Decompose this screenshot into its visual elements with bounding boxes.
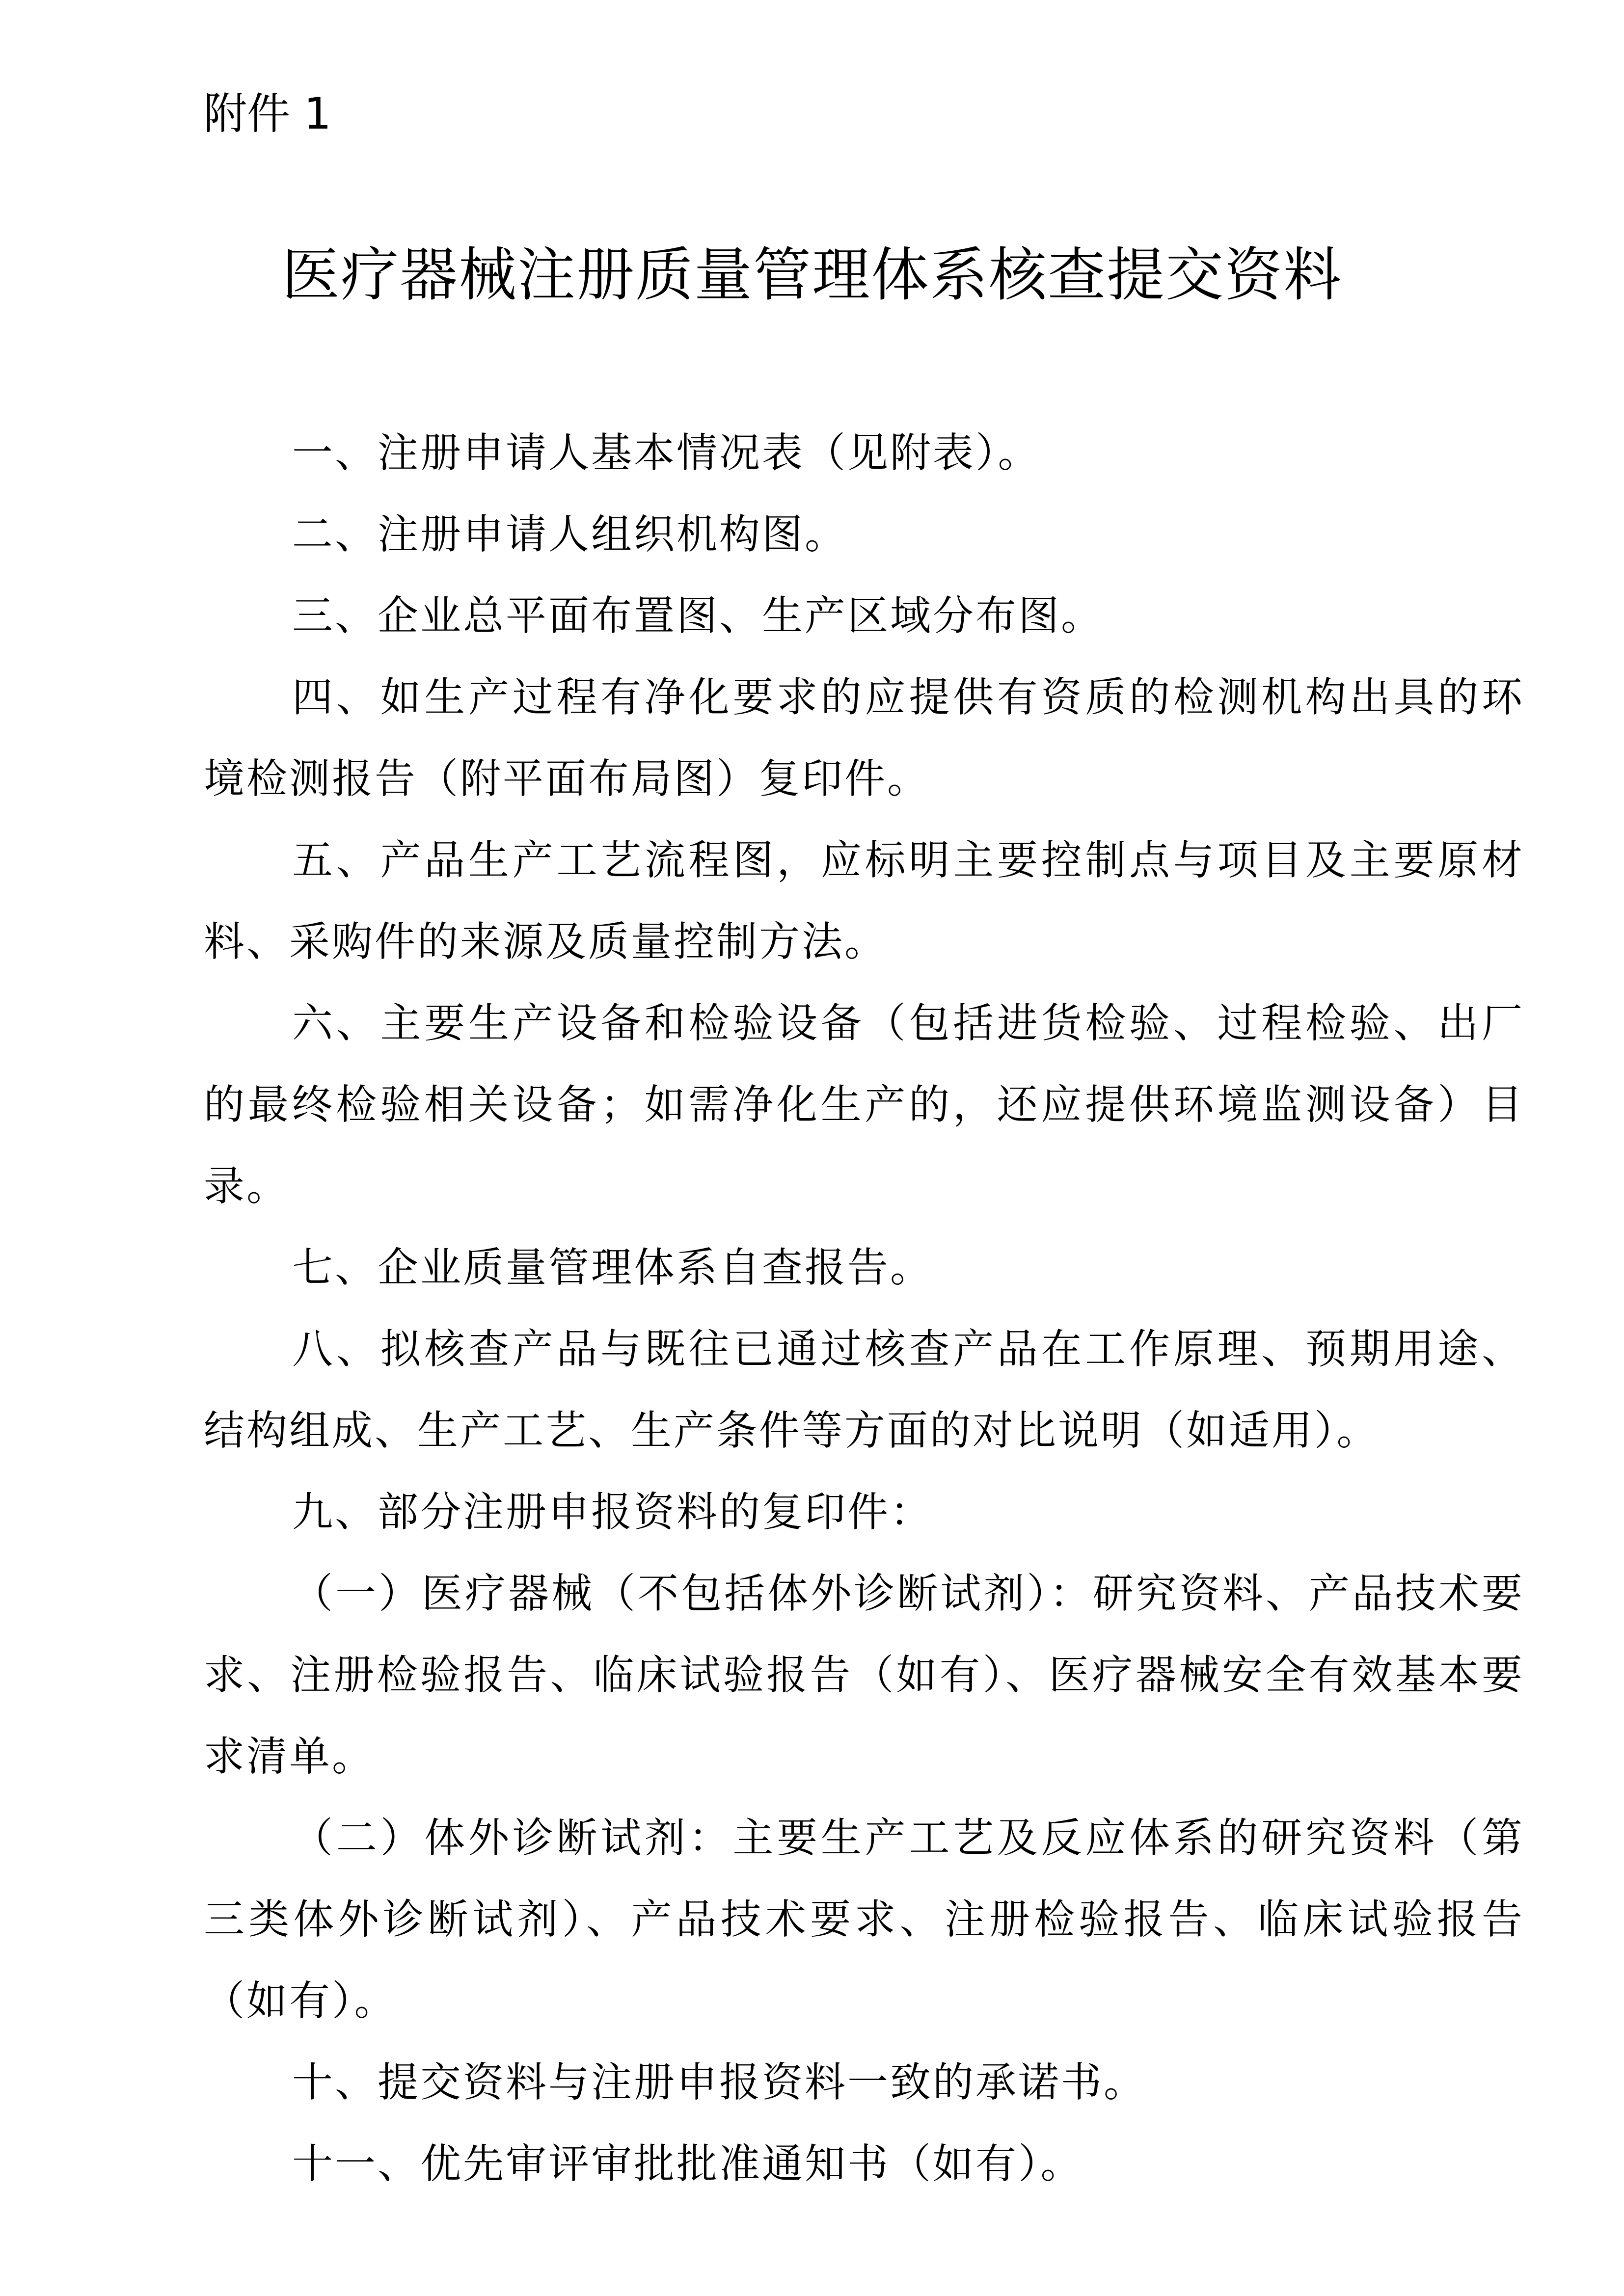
item-9-paragraph: 九、部分注册申报资料的复印件： (292, 1488, 933, 1536)
item-5-paragraph: 五、产品生产工艺流程图，应标明主要控制点与项目及主要原材料、采购件的来源及质量控制方法。 (204, 836, 1524, 965)
item-4-paragraph: 四、如生产过程有净化要求的应提供有资质的检测机构出具的环境检测报告（附平面布局图）复印件。 (204, 673, 1524, 802)
document-title: 医疗器械注册质量管理体系核查提交资料 (281, 241, 1342, 309)
item-9-1-paragraph: （一）医疗器械（不包括体外诊断试剂）：研究资料、产品技术要求、注册检验报告、临床试验报告（如有）、医疗器械安全有效基本要求清单。 (204, 1570, 1524, 1780)
item-9-2-paragraph: （二）体外诊断试剂：主要生产工艺及反应体系的研究资料（第三类体外诊断试剂）、产品技术要求、注册检验报告、临床试验报告（如有）。 (204, 1814, 1524, 2025)
item-2-paragraph: 二、注册申请人组织机构图。 (292, 510, 847, 558)
item-6-paragraph: 六、主要生产设备和检验设备（包括进货检验、过程检验、出厂的最终检验相关设备；如需净化生产的，还应提供环境监测设备）目录。 (204, 999, 1524, 1210)
item-3-paragraph: 三、企业总平面布置图、生产区域分布图。 (292, 592, 1104, 640)
item-1-paragraph: 一、注册申请人基本情况表（见附表）。 (292, 429, 1041, 477)
item-10-paragraph: 十、提交资料与注册申报资料一致的承诺书。 (292, 2058, 1146, 2106)
item-7-paragraph: 七、企业质量管理体系自查报告。 (292, 1244, 933, 1291)
item-11-paragraph: 十一、优先审评审批批准通知书（如有）。 (292, 2140, 1083, 2188)
item-8-paragraph: 八、拟核查产品与既往已通过核查产品在工作原理、预期用途、结构组成、生产工艺、生产条件等方面的对比说明（如适用）。 (204, 1325, 1524, 1454)
document-body (204, 412, 1524, 2205)
attachment-label: 附件 1 (204, 88, 331, 139)
